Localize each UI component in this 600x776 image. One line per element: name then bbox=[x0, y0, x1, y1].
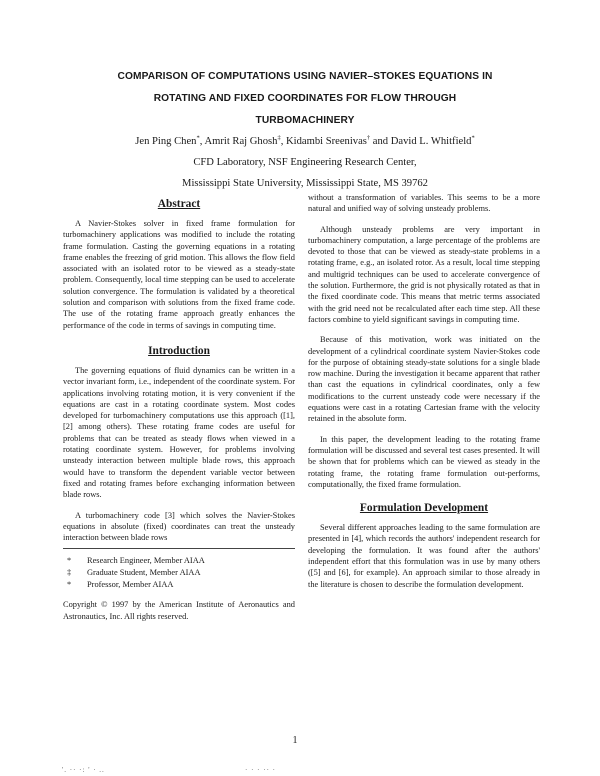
author-4: David L. Whitfield bbox=[390, 136, 472, 147]
right-paragraph-1: without a transformation of variables. This seems to be a more natural and unified way of solving unsteady problems. bbox=[308, 193, 540, 214]
author-4-mark: * bbox=[471, 134, 475, 142]
title-line-1: COMPARISON OF COMPUTATIONS USING NAVIER–STOKES EQUATIONS IN bbox=[117, 71, 493, 82]
footnote-1 bbox=[63, 555, 295, 567]
author-3: Kidambi Sreenivas bbox=[285, 136, 367, 147]
author-3-mark: † bbox=[366, 134, 371, 142]
page-number: 1 bbox=[292, 735, 298, 746]
author-2-mark: ‡ bbox=[277, 134, 281, 142]
introduction-paragraph-2: A turbomachinery code [3] which solves the Navier-Stokes equations in absolute (fixed) coordinates can treat the unsteady interaction between blade rows bbox=[63, 510, 295, 543]
right-paragraph-2: Although unsteady problems are very important in turbomachinery computation, a large percentage of the problems are devoted to those that can be viewed as steady-state problems in a rotating frame, e.g., an isolated rotor. As a result, local time stepping and multigrid techniques can be used to accelerate convergence of the solution. Furthermore, the grid is not physically rotated as that in the fixed coordinate code. This means that metric terms associated with the grid need not be recalculated after each time step. All these factors combine to yield significant savings in computing time. bbox=[308, 224, 540, 324]
footnote-2 bbox=[63, 567, 295, 579]
scan-footer-right: · · · ·· · bbox=[245, 766, 276, 774]
copyright-notice: Copyright © 1997 by the American Institute of Aeronautics and Astronautics, Inc. All rights reserved. bbox=[63, 600, 295, 621]
right-column bbox=[308, 192, 540, 599]
footnote-rule bbox=[63, 548, 295, 549]
author-separator: , bbox=[280, 136, 286, 147]
footnote-2-text: Graduate Student, Member AIAA bbox=[87, 568, 201, 578]
footnote-1-symbol: * bbox=[67, 556, 72, 566]
footnote-1-text: Research Engineer, Member AIAA bbox=[87, 556, 205, 566]
right-paragraph-3: Because of this motivation, work was initiated on the development of a cylindrical coordinate system Navier-Stokes code for the purpose of obtaining steady-state solutions for a single blade row machine. During the investigation it became apparent that rather than cast the equations in cylindrical coordinates, only a few modifications to the current unsteady code were necessary if the equations were cast in a rotating Cartesian frame with the velocity retained in the absolute form. bbox=[308, 335, 540, 424]
left-column bbox=[63, 198, 295, 622]
paper-title bbox=[60, 66, 550, 132]
author-separator: , bbox=[199, 136, 205, 147]
footnote-3-text: Professor, Member AIAA bbox=[87, 580, 174, 590]
footnote-2-symbol: ‡ bbox=[67, 568, 72, 578]
formulation-heading: Formulation Development bbox=[359, 502, 489, 515]
author-2: Amrit Raj Ghosh bbox=[204, 136, 278, 147]
author-separator: and bbox=[370, 136, 391, 147]
author-block bbox=[60, 131, 550, 194]
introduction-heading: Introduction bbox=[148, 344, 210, 357]
introduction-paragraph-1: The governing equations of fluid dynamics can be written in a vector invariant form, i.e., independent of the coordinate system. For applications involving rotating motion, it is very convenient if the equations are cast in a rotating coordinate system. Most codes developed for turbomachinery computations use this approach ([1], [2] among others). These rotating frame codes are useful for problems that can be treated as steady flows when viewed in a rotating coordinate system. However, for problems involving unsteady interaction between multiple blade rows, this approach would have to transform the dependent variable vector between fixed and rotating frames before exchanging information between blade rows. bbox=[63, 365, 295, 500]
abstract-heading: Abstract bbox=[157, 198, 201, 210]
right-paragraph-4: In this paper, the development leading to the rotating frame formulation will be discussed and several test cases presented. It will be shown that for problems which can be viewed as steady in the rotating frame, the rotating frame formulation out-performs, computationally, the fixed frame formulation. bbox=[308, 434, 540, 489]
affiliation-university: Mississippi State University, Mississippi State, MS 39762 bbox=[182, 178, 428, 189]
author-1-mark: * bbox=[196, 134, 200, 142]
abstract-text: A Navier-Stokes solver in fixed frame formulation for turbomachinery applications was modified to include the rotating frame formulation. Casting the governing equations in a rotating frame enables the freezing of grid motion. This allows the flow field associated with an isolated rotor to be viewed as a steady-state problem. Consequently, local time stepping can be used to accelerate solution convergence. The formulation is validated by a theoretical solution and comparison with solutions from the fixed frame code. The use of the rotating frame approach greatly enhances the performance of the code in terms of savings in computing time. bbox=[63, 219, 295, 330]
author-line bbox=[60, 131, 550, 152]
affiliation-lab: CFD Laboratory, NSF Engineering Research Center, bbox=[193, 157, 417, 168]
title-line-2: ROTATING AND FIXED COORDINATES FOR FLOW THROUGH bbox=[153, 93, 457, 104]
scan-footer-left: '. ·· ·: ' · .. bbox=[62, 766, 105, 774]
footnote-3 bbox=[63, 579, 295, 591]
title-line-3: TURBOMACHINERY bbox=[255, 115, 355, 126]
author-1: Jen Ping Chen bbox=[135, 136, 197, 147]
formulation-paragraph: Several different approaches leading to the same formulation are presented in [4], which records the authors' independent research for developing the formulation. It was found after the authors' independent effort that this formulation was in use by many others ([5] and [6], for example). An approach similar to those already in the literature is chosen to describe the formulation development. bbox=[308, 523, 540, 589]
footnote-3-symbol: * bbox=[67, 580, 72, 590]
